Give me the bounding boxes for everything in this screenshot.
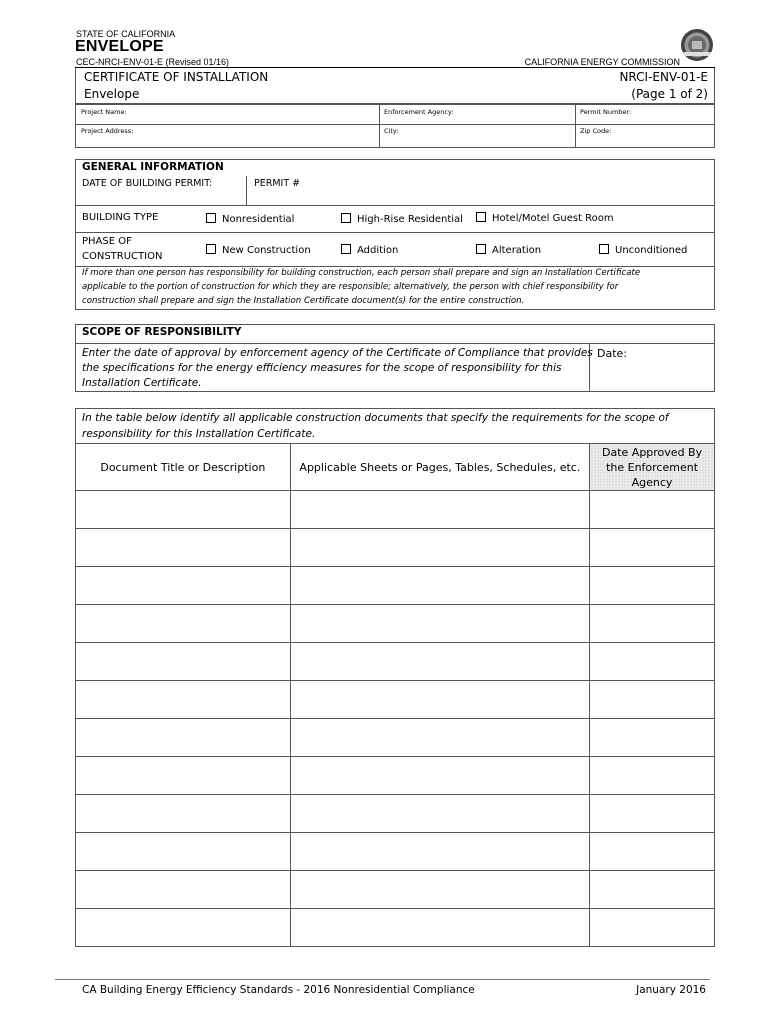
date-of-building-permit-input[interactable]	[82, 190, 244, 204]
col-document-title: Document Title or Description	[76, 444, 291, 491]
table-row	[76, 605, 715, 643]
project-info-grid	[75, 104, 715, 148]
footer-standards: CA Building Energy Efficiency Standards - 2016 Nonresidential Compliance	[82, 984, 475, 996]
col-date-line3: Agency	[631, 475, 673, 489]
checkbox-icon	[341, 213, 351, 223]
table-row	[76, 567, 715, 605]
documents-intro-line1: In the table below identify all applicable construction documents that specify the requirements for the scope of	[82, 412, 669, 424]
table-header-row	[76, 444, 715, 491]
footer-rule	[55, 979, 710, 980]
certificate-title: CERTIFICATE OF INSTALLATION	[84, 70, 269, 84]
table-row	[76, 757, 715, 795]
col-date-line2: the Enforcement	[606, 460, 699, 474]
document-title-cell[interactable]	[76, 681, 291, 719]
scope-text-line1: Enter the date of approval by enforcement agency of the Certificate of Compliance that provides	[82, 347, 593, 359]
document-title-cell[interactable]	[76, 833, 291, 871]
date-approved-cell[interactable]	[590, 909, 715, 947]
document-title-cell[interactable]	[76, 757, 291, 795]
city-field[interactable]	[379, 124, 575, 147]
col-date-approved	[590, 444, 715, 491]
building-type-label: BUILDING TYPE	[82, 212, 159, 223]
permit-number-field[interactable]	[575, 105, 714, 124]
document-title-cell[interactable]	[76, 491, 291, 529]
certificate-title-box	[75, 68, 715, 104]
checkbox-nonresidential[interactable]	[206, 213, 294, 225]
project-name-field[interactable]	[76, 105, 379, 124]
checkbox-icon	[206, 213, 216, 223]
applicable-sheets-cell[interactable]	[290, 909, 589, 947]
date-of-building-permit-label: DATE OF BUILDING PERMIT:	[82, 178, 213, 189]
responsibility-note-line2: applicable to the portion of construction for which they are responsible; alternatively, the person with chief responsibility for	[82, 282, 619, 292]
checkbox-label: Unconditioned	[615, 245, 688, 256]
date-approved-cell[interactable]	[590, 643, 715, 681]
documents-intro-line2: responsibility for this Installation Certificate.	[82, 428, 316, 440]
scope-date-label: Date:	[597, 347, 627, 360]
applicable-sheets-cell[interactable]	[290, 681, 589, 719]
permit-number-label-gi: PERMIT #	[254, 178, 301, 189]
checkbox-addition[interactable]	[341, 244, 398, 256]
document-title-cell[interactable]	[76, 909, 291, 947]
checkbox-icon	[599, 244, 609, 254]
responsibility-note-line1: If more than one person has responsibility for building construction, each person shall prepare and sign an Installation Certificate	[82, 268, 641, 278]
documents-intro-box	[75, 408, 715, 444]
phase-label-line2: CONSTRUCTION	[82, 251, 163, 262]
permit-number-input[interactable]	[248, 176, 708, 204]
table-row	[76, 795, 715, 833]
scope-title: SCOPE OF RESPONSIBILITY	[82, 326, 242, 338]
checkbox-hotel-motel[interactable]	[476, 212, 614, 224]
certificate-code: NRCI-ENV-01-E	[619, 70, 708, 84]
col-applicable-sheets: Applicable Sheets or Pages, Tables, Schedules, etc.	[290, 444, 589, 491]
form-title: ENVELOPE	[75, 38, 164, 55]
date-approved-cell[interactable]	[590, 491, 715, 529]
applicable-sheets-cell[interactable]	[290, 871, 589, 909]
date-approved-cell[interactable]	[590, 719, 715, 757]
document-title-cell[interactable]	[76, 643, 291, 681]
page-number: (Page 1 of 2)	[631, 87, 708, 101]
document-title-cell[interactable]	[76, 567, 291, 605]
footer-date: January 2016	[636, 984, 706, 996]
document-title-cell[interactable]	[76, 529, 291, 567]
checkbox-icon	[476, 244, 486, 254]
table-body	[76, 491, 715, 947]
checkbox-icon	[476, 212, 486, 222]
scope-text-line3: Installation Certificate.	[82, 377, 202, 389]
table-row	[76, 529, 715, 567]
checkbox-high-rise-residential[interactable]	[341, 213, 463, 225]
project-name-label: Project Name:	[81, 108, 127, 116]
enforcement-agency-label: Enforcement Agency:	[384, 108, 454, 116]
scope-text-line2: the specifications for the energy efficiency measures for the scope of responsibility for this	[82, 362, 562, 374]
applicable-sheets-cell[interactable]	[290, 491, 589, 529]
applicable-sheets-cell[interactable]	[290, 567, 589, 605]
checkbox-label: Alteration	[492, 245, 542, 256]
date-approved-cell[interactable]	[590, 757, 715, 795]
checkbox-icon	[341, 244, 351, 254]
checkbox-unconditioned[interactable]	[599, 244, 687, 256]
applicable-sheets-cell[interactable]	[290, 643, 589, 681]
zip-code-field[interactable]	[575, 124, 714, 147]
applicable-sheets-cell[interactable]	[290, 719, 589, 757]
scope-date-input[interactable]	[632, 345, 712, 389]
table-row	[76, 909, 715, 947]
date-approved-cell[interactable]	[590, 529, 715, 567]
document-title-cell[interactable]	[76, 795, 291, 833]
date-approved-cell[interactable]	[590, 795, 715, 833]
applicable-sheets-cell[interactable]	[290, 605, 589, 643]
general-information-title: GENERAL INFORMATION	[82, 161, 224, 173]
certificate-subtitle: Envelope	[84, 87, 140, 101]
table-row	[76, 833, 715, 871]
checkbox-label: Hotel/Motel Guest Room	[492, 213, 614, 224]
energy-commission-seal-icon	[680, 28, 714, 62]
general-information-section	[75, 159, 715, 310]
applicable-sheets-cell[interactable]	[290, 833, 589, 871]
construction-documents-table	[75, 443, 715, 947]
state-label: STATE OF CALIFORNIA	[76, 29, 176, 39]
permit-number-label: Permit Number:	[580, 108, 632, 116]
date-approved-cell[interactable]	[590, 567, 715, 605]
table-row	[76, 719, 715, 757]
checkbox-alteration[interactable]	[476, 244, 541, 256]
col-date-line1: Date Approved By	[602, 445, 703, 459]
checkbox-icon	[206, 244, 216, 254]
checkbox-label: New Construction	[222, 245, 311, 256]
checkbox-new-construction[interactable]	[206, 244, 311, 256]
document-title-cell[interactable]	[76, 871, 291, 909]
city-label: City:	[384, 127, 399, 135]
table-row	[76, 681, 715, 719]
table-row	[76, 871, 715, 909]
table-row	[76, 491, 715, 529]
date-approved-cell[interactable]	[590, 605, 715, 643]
zip-code-label: Zip Code:	[580, 127, 612, 135]
checkbox-label: Nonresidential	[222, 214, 295, 225]
document-title-cell[interactable]	[76, 719, 291, 757]
agency-name: CALIFORNIA ENERGY COMMISSION	[524, 57, 680, 67]
date-approved-cell[interactable]	[590, 871, 715, 909]
document-title-cell[interactable]	[76, 605, 291, 643]
phase-label-line1: PHASE OF	[82, 236, 132, 247]
enforcement-agency-field[interactable]	[379, 105, 575, 124]
checkbox-label: Addition	[357, 245, 399, 256]
applicable-sheets-cell[interactable]	[290, 529, 589, 567]
date-approved-cell[interactable]	[590, 833, 715, 871]
date-approved-cell[interactable]	[590, 681, 715, 719]
project-address-label: Project Address:	[81, 127, 134, 135]
form-id: CEC-NRCI-ENV-01-E (Revised 01/16)	[76, 57, 230, 67]
table-row	[76, 643, 715, 681]
applicable-sheets-cell[interactable]	[290, 795, 589, 833]
responsibility-note-line3: construction shall prepare and sign the Installation Certificate document(s) for the entire construction.	[82, 296, 525, 306]
scope-of-responsibility-section	[75, 324, 715, 392]
applicable-sheets-cell[interactable]	[290, 757, 589, 795]
project-address-field[interactable]	[76, 124, 379, 147]
checkbox-label: High-Rise Residential	[357, 214, 463, 225]
